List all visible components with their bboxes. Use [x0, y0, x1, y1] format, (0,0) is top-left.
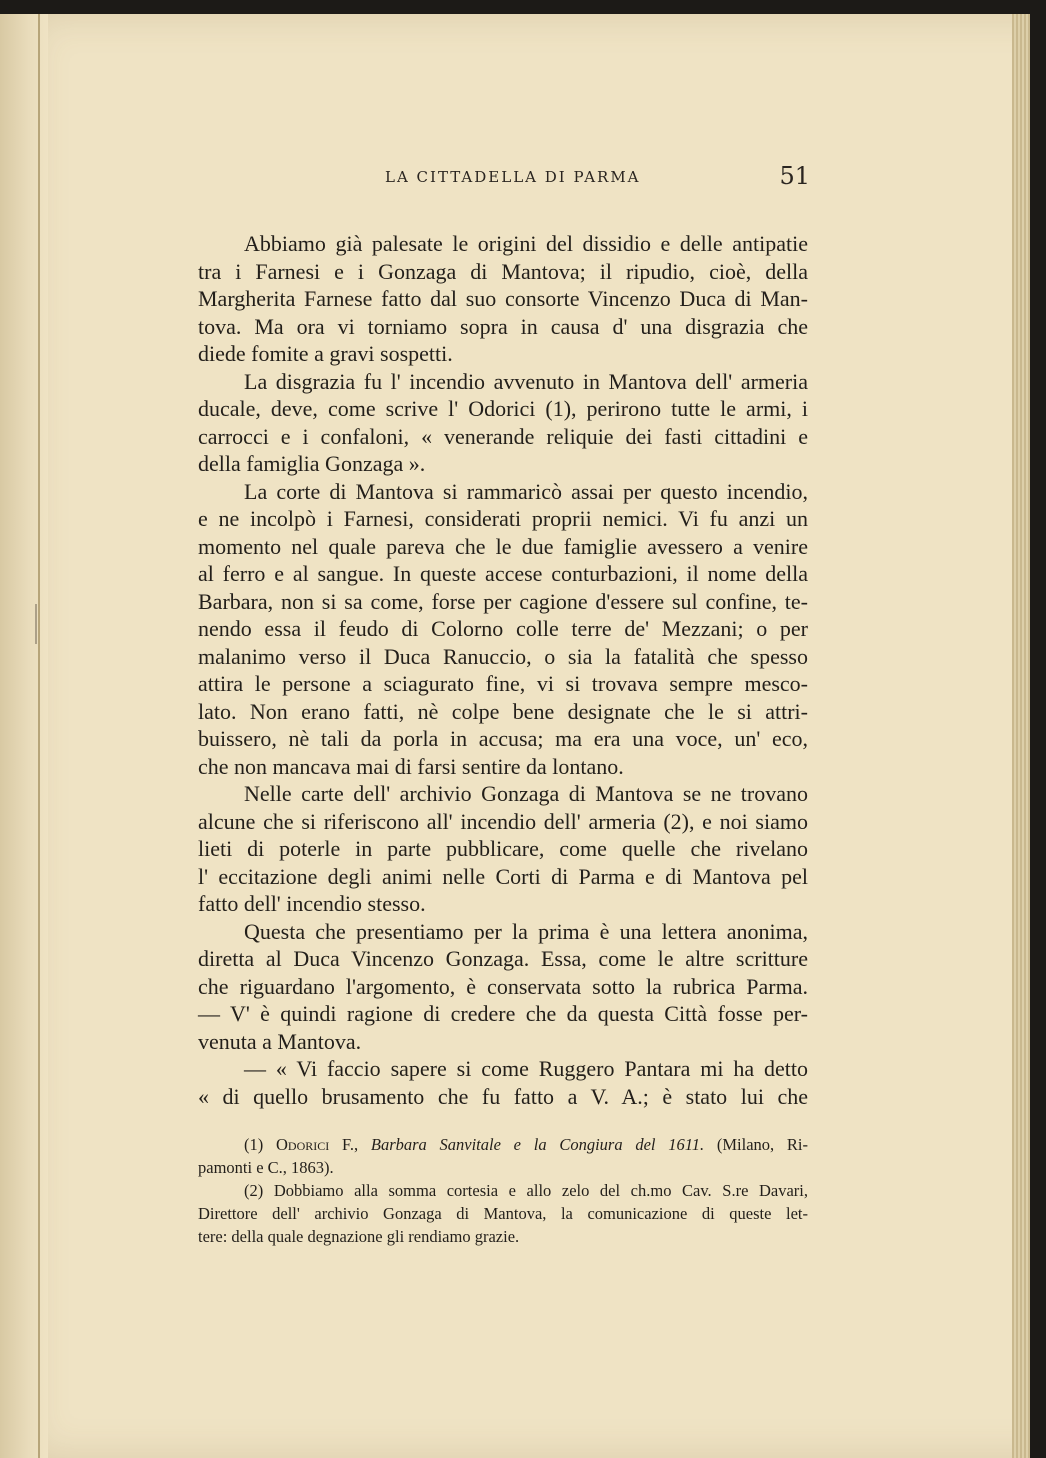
- text-line: che non mancava mai di farsi sentire da lontano.: [198, 753, 624, 779]
- text-line: ducale, deve, come scrive l' Odorici (1), perirono tutte le armi, i: [198, 396, 808, 421]
- page-header: [195, 162, 810, 198]
- footnote-title: Barbara Sanvitale e la Congiura del 1611.: [370, 1135, 705, 1154]
- text-line: Nelle carte dell' archivio Gonzaga di Mantova se ne trovano: [244, 781, 808, 806]
- text-line: al ferro e al sangue. In queste accese conturbazioni, il nome della: [198, 561, 808, 586]
- text-line: e ne incolpò i Farnesi, considerati proprii nemici. Vi fu anzi un: [198, 506, 808, 531]
- text-line: tova. Ma ora vi torniamo sopra in causa d' una disgrazia che: [198, 313, 808, 339]
- text-line: Margherita Farnese fatto dal suo consorte Vincenzo Duca di Man-: [198, 286, 808, 311]
- text-line: diede fomite a gravi sospetti.: [198, 341, 453, 366]
- body-text: [198, 230, 808, 1110]
- page-number: 51: [779, 162, 810, 190]
- text-line: lato. Non erano fatti, nè colpe bene designate che le si attri-: [198, 698, 808, 724]
- text-line: malanimo verso il Duca Ranuccio, o sia la fatalità che spesso: [198, 643, 808, 669]
- text-line: che riguardano l'argomento, è conservata sotto la rubrica Parma.: [198, 973, 808, 999]
- text-line: momento nel quale pareva che le due famiglie avessero a venire: [198, 533, 808, 559]
- text-line: Barbara, non si sa come, forse per cagione d'essere sul confine, te-: [198, 588, 808, 614]
- footnote-1: [198, 1133, 808, 1156]
- running-head: LA CITTADELLA DI PARMA: [385, 168, 641, 186]
- text-line: nendo essa il feudo di Colorno colle terre de' Mezzani; o per: [198, 616, 808, 641]
- text-line: La corte di Mantova si rammaricò assai per questo incendio,: [244, 478, 808, 504]
- text-line: — « Vi faccio sapere si come Ruggero Pantara mi ha detto: [244, 1056, 808, 1081]
- footnote-2-cont: Direttore dell' archivio Gonzaga di Mantova, la comunicazione di queste let-: [198, 1204, 808, 1223]
- text-line: buissero, nè tali da porla in accusa; ma era una voce, un' eco,: [198, 726, 808, 751]
- text-line: La disgrazia fu l' incendio avvenuto in Mantova dell' armeria: [244, 368, 808, 394]
- footnotes: [198, 1133, 808, 1248]
- text-line: Abbiamo già palesate le origini del dissidio e delle antipatie: [244, 231, 808, 256]
- text-line: della famiglia Gonzaga ».: [198, 451, 426, 476]
- text-line: venuta a Mantova.: [198, 1028, 362, 1054]
- text-line: lieti di poterle in parte pubblicare, come quelle che rivelano: [198, 836, 808, 861]
- footnote-author: Odorici F.,: [276, 1135, 359, 1154]
- text-line: l' eccitazione degli animi nelle Corti di Parma e di Mantova pel: [198, 863, 808, 889]
- page-gutter: [0, 14, 48, 1458]
- binding-edge: [38, 14, 40, 1458]
- footnote-1-cont: pamonti e C., 1863).: [198, 1158, 334, 1177]
- margin-mark: [35, 604, 57, 644]
- text-line: fatto dell' incendio stesso.: [198, 891, 426, 916]
- text-line: « di quello brusamento che fu fatto a V. A.; è stato lui che: [198, 1083, 808, 1109]
- text-line: Questa che presentiamo per la prima è una lettera anonima,: [244, 918, 808, 944]
- text-line: carrocci e i confaloni, « venerande reliquie dei fasti cittadini e: [198, 423, 808, 449]
- page-stack-edge: [1012, 14, 1030, 1458]
- text-line: diretta al Duca Vincenzo Gonzaga. Essa, come le altre scritture: [198, 946, 808, 971]
- footnote-text: (Milano, Ri-: [716, 1135, 809, 1154]
- footnote-2-end: tere: della quale degnazione gli rendiamo grazie.: [198, 1227, 520, 1246]
- footnote-marker: (1): [244, 1135, 264, 1154]
- text-line: alcune che si riferiscono all' incendio dell' armeria (2), e noi siamo: [198, 808, 808, 834]
- footnote-2: (2) Dobbiamo alla somma cortesia e allo zelo del ch.mo Cav. S.re Davari,: [244, 1181, 808, 1200]
- text-line: — V' è quindi ragione di credere che da questa Città fosse per-: [198, 1001, 808, 1026]
- text-line: attira le persone a sciagurato fine, vi si trovava sempre mesco-: [198, 671, 808, 696]
- text-line: tra i Farnesi e i Gonzaga di Mantova; il ripudio, cioè, della: [198, 258, 808, 284]
